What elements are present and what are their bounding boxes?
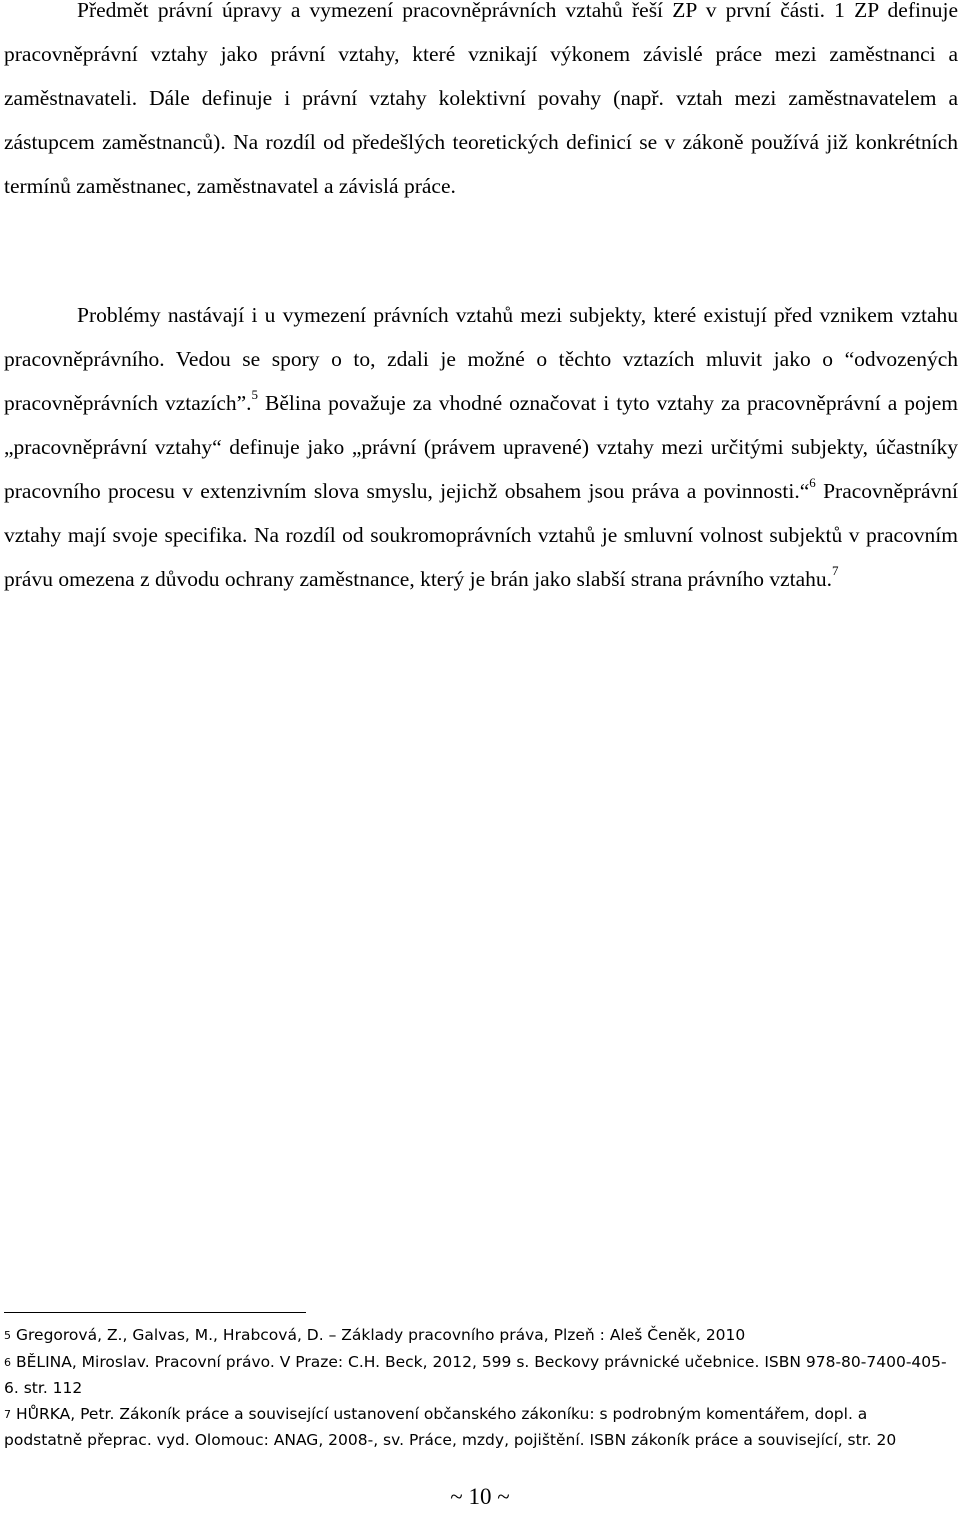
- page-number: ~ 10 ~: [450, 1484, 510, 1509]
- paragraph-2-text-c: Pracovněprávní vztahy mají svoje specifika. Na rozdíl od soukromoprávních vztahů je smluvní volnost subjektů v pracovním právu omezena z důvodu ochrany zaměstnance, který je brán jako slabší strana právního vztahu.: [4, 479, 958, 591]
- footnote-ref-6[interactable]: 6: [809, 474, 816, 490]
- footnote-number: 7: [4, 1407, 11, 1421]
- footnote-text: HŮRKA, Petr. Zákoník práce a související ustanovení občanského zákoníku: s podrobným komentářem, dopl. a podstatně přeprac. vyd. Olomouc: ANAG, 2008-, sv. Práce, mzdy, pojištění. ISBN zákoník práce a související, str. 20: [4, 1404, 897, 1449]
- footnote-text: Gregorová, Z., Galvas, M., Hrabcová, D. – Základy pracovního práva, Plzeň : Aleš Čeněk, 2010: [16, 1326, 746, 1344]
- paragraph-2-text-a: Problémy nastávají i u vymezení právních vztahů mezi subjekty, které existují před vznikem vztahu pracovněprávního. Vedou se spory o to, zdali je možné o těchto vztazích mluvit jako o “odvozených pracovněprávních vztazích”.: [4, 303, 958, 415]
- footnote-separator: [4, 1312, 306, 1313]
- footnote-7: [4, 1402, 949, 1454]
- paragraph-2-text-b: Bělina považuje za vhodné označovat i tyto vztahy za pracovněprávní a pojem „pracovněprávní vztahy“ definuje jako „právní (právem upravené) vztahy mezi určitými subjekty, účastníky pracovního procesu v extenzivním slova smyslu, jejichž obsahem jsou práva a povinnosti.“: [4, 391, 959, 503]
- body-paragraph-1: [4, 0, 958, 208]
- footnote-text: BĚLINA, Miroslav. Pracovní právo. V Praze: C.H. Beck, 2012, 599 s. Beckovy právnické učebnice. ISBN 978-80-7400-405-6. str. 112: [4, 1352, 947, 1397]
- footnote-ref-5[interactable]: 5: [251, 386, 259, 402]
- footnote-number: 5: [4, 1329, 11, 1342]
- footnote-number: 6: [4, 1355, 11, 1369]
- footnotes-section: [4, 1323, 949, 1454]
- body-paragraph-2: [4, 293, 958, 601]
- footnote-5: [4, 1323, 949, 1350]
- paragraph-1-text: Předmět právní úpravy a vymezení pracovněprávních vztahů řeší ZP v první části. 1 ZP definuje pracovněprávní vztahy jako právní vztahy, které vznikají výkonem závislé práce mezi zaměstnanci a zaměstnavateli. Dále definuje i právní vztahy kolektivní povahy (např. vztah mezi zaměstnavatelem a zástupcem zaměstnanců). Na rozdíl od předešlých teoretických definicí se v zákoně používá již konkrétních termínů zaměstnanec, zaměstnavatel a závislá práce.: [4, 0, 958, 198]
- footnote-ref-7[interactable]: 7: [832, 562, 839, 578]
- footnote-6: [4, 1350, 949, 1402]
